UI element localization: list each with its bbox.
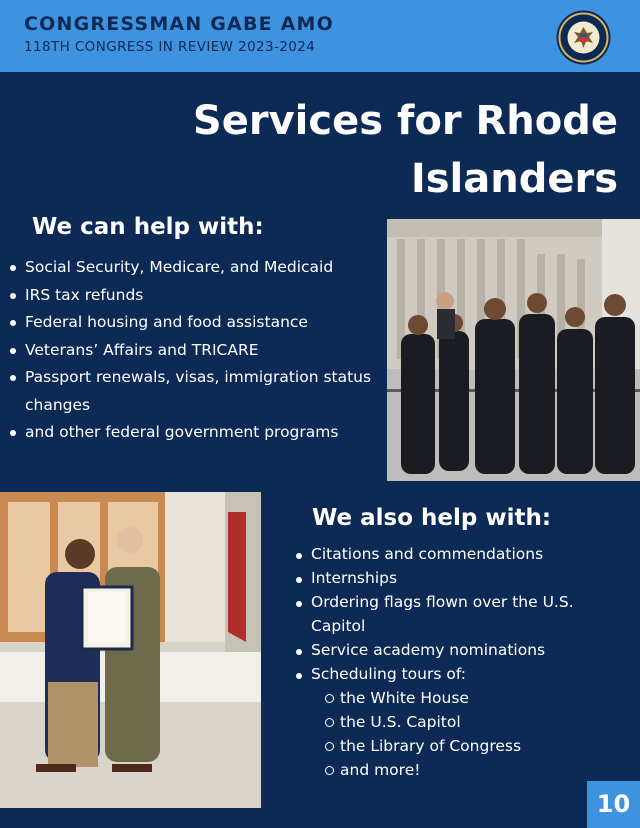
list-item: Veterans’ Affairs and TRICARE bbox=[8, 337, 380, 365]
also-help-list bbox=[294, 542, 624, 782]
capitol-group-photo bbox=[387, 219, 640, 481]
tours-label: Scheduling tours of: bbox=[311, 665, 466, 683]
list-item: Ordering flags flown over the U.S. Capitol bbox=[294, 590, 624, 638]
page-header bbox=[0, 0, 640, 72]
eagle-scout-photo bbox=[0, 492, 261, 808]
section-heading-help: We can help with: bbox=[32, 214, 264, 240]
list-item: Social Security, Medicare, and Medicaid bbox=[8, 254, 380, 282]
list-item: Citations and commendations bbox=[294, 542, 624, 566]
list-item-tours bbox=[294, 662, 624, 782]
list-item: Internships bbox=[294, 566, 624, 590]
sublist-item: the Library of Congress bbox=[323, 734, 624, 758]
congressman-name: CONGRESSMAN GABE AMO bbox=[24, 13, 334, 35]
tours-sublist bbox=[323, 686, 624, 782]
title-line-1: Services for Rhode bbox=[192, 98, 618, 144]
title-line-2: Islanders bbox=[410, 156, 618, 202]
list-item: and other federal government programs bbox=[8, 419, 380, 447]
page-number: 10 bbox=[587, 781, 640, 828]
list-item: Passport renewals, visas, immigration status changes bbox=[8, 364, 380, 419]
list-item: Service academy nominations bbox=[294, 638, 624, 662]
page-title bbox=[138, 92, 618, 208]
help-list bbox=[8, 254, 380, 447]
list-item: Federal housing and food assistance bbox=[8, 309, 380, 337]
sublist-item: the White House bbox=[323, 686, 624, 710]
list-item: IRS tax refunds bbox=[8, 282, 380, 310]
sublist-item: and more! bbox=[323, 758, 624, 782]
section-heading-also-help: We also help with: bbox=[312, 505, 552, 531]
sublist-item: the U.S. Capitol bbox=[323, 710, 624, 734]
house-seal-logo bbox=[556, 10, 611, 65]
header-subtitle: 118TH CONGRESS IN REVIEW 2023-2024 bbox=[24, 39, 316, 55]
